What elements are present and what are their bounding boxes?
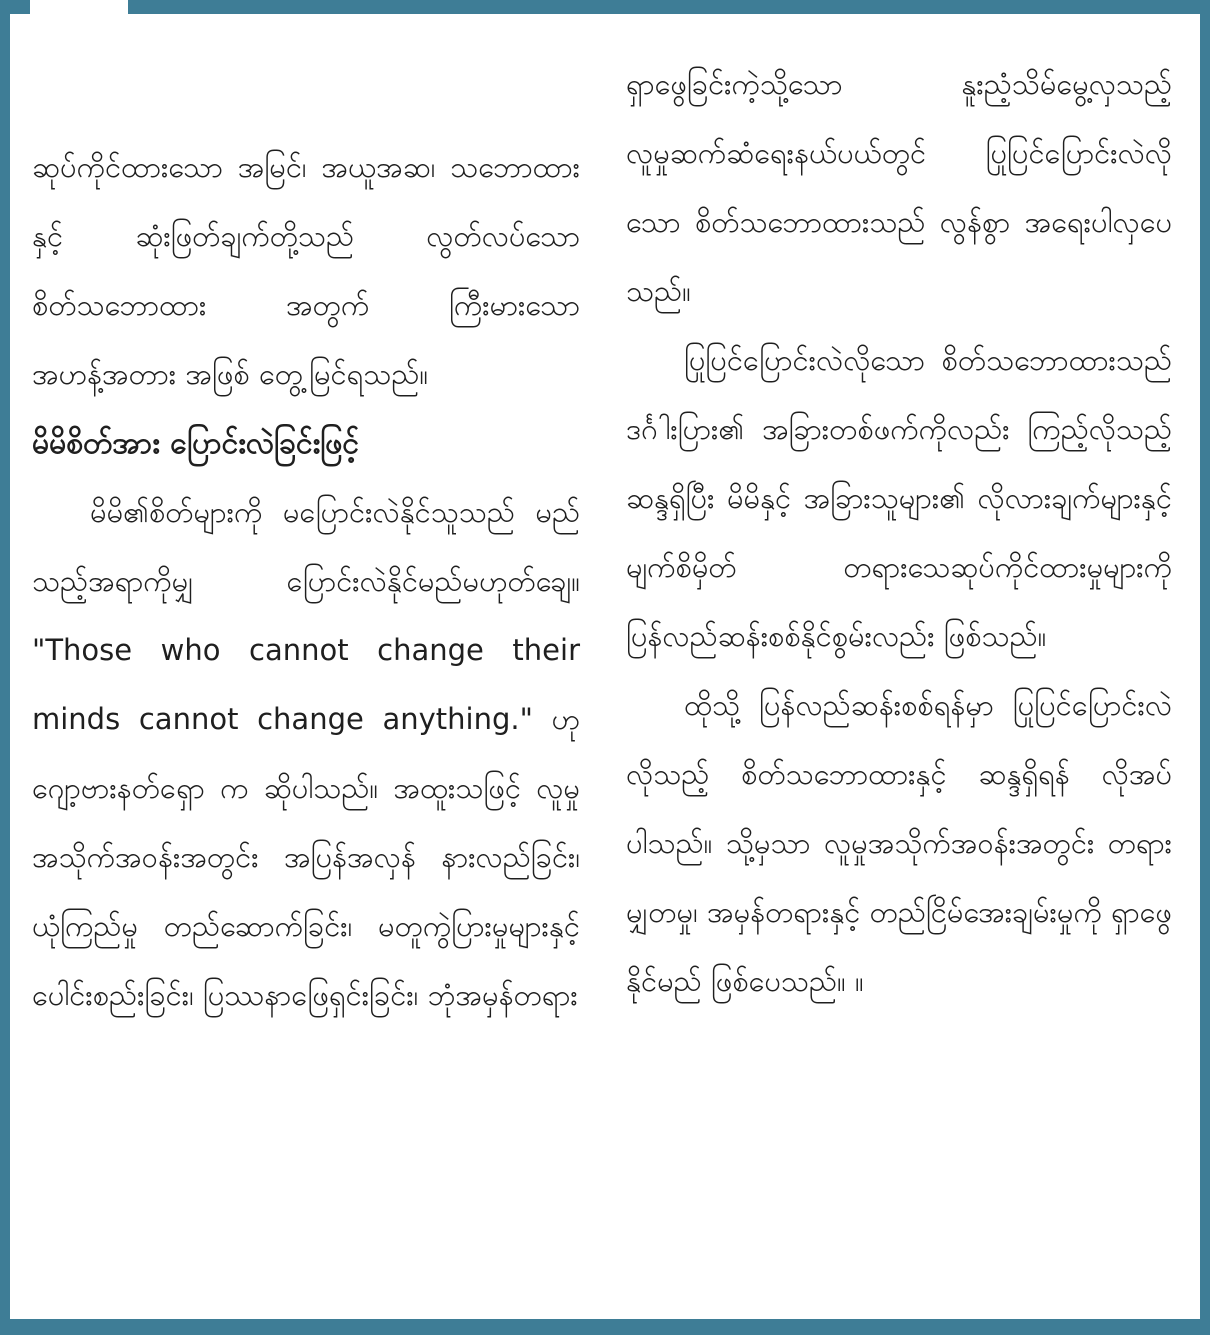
left-column — [32, 133, 580, 1030]
left-paragraph-2: မိမိ၏စိတ်များကို မပြောင်းလဲနိုင်သူသည် မည်သည့်အရာကိုမျှ ပြောင်းလဲနိုင်မည်မဟုတ်ချေ။ "Those who cannot change their minds cannot change anything." ဟု ဂျော့ဗားနတ်ရှော က ဆိုပါသည်။ အထူးသဖြင့် လူမှုအသိုက်အဝန်းအတွင်း အပြန်အလှန် နားလည်ခြင်း၊ ယုံကြည်မှု တည်ဆောက်ခြင်း၊ မတူကွဲပြားမှုများနှင့် ပေါင်းစည်းခြင်း၊ ပြဿနာဖြေရှင်းခြင်း၊ ဘုံအမှန်တရား — [32, 495, 580, 1012]
right-column — [626, 50, 1172, 1016]
frame-top-gap — [30, 0, 128, 14]
right-paragraph-2: ပြုပြင်ပြောင်းလဲလိုသော စိတ်သဘောထားသည် ဒင်္ဂါးပြား၏ အခြားတစ်ဖက်ကိုလည်း ကြည့်လိုသည့်ဆန္ဒရှိပြီး မိမိနှင့် အခြားသူများ၏ လိုလားချက်များနှင့် မျက်စိမှိတ် တရားသေဆုပ်ကိုင်ထားမှုများကို ပြန်လည်ဆန်းစစ်နိုင်စွမ်းလည်း ဖြစ်သည်။ — [626, 343, 1172, 653]
left-paragraph-1: ဆုပ်ကိုင်ထားသော အမြင်၊ အယူအဆ၊ သဘောထားနှင့် ဆုံးဖြတ်ချက်တို့သည် လွတ်လပ်သော စိတ်သဘောထား အတွက် ကြီးမားသော အဟန့်အတား အဖြစ် တွေ့မြင်ရသည်။ — [32, 150, 580, 391]
right-paragraph-3: ထိုသို့ ပြန်လည်ဆန်းစစ်ရန်မှာ ပြုပြင်ပြောင်းလဲလိုသည့် စိတ်သဘောထားနှင့် ဆန္ဒရှိရန် လိုအပ်ပါသည်။ သို့မှသာ လူမှုအသိုက်အဝန်းအတွင်း တရားမျှတမှု၊ အမှန်တရားနှင့် တည်ငြိမ်အေးချမ်းမှုကို ရှာဖွေနိုင်မည် ဖြစ်ပေသည်။ ။ — [626, 688, 1172, 998]
section-heading: မိမိစိတ်အား ပြောင်းလဲခြင်းဖြင့် — [32, 426, 360, 461]
right-paragraph-1: ရှာဖွေခြင်းကဲ့သို့သော နူးညံ့သိမ်မွေ့လှသည့် လူမှုဆက်ဆံရေးနယ်ပယ်တွင် ပြုပြင်ပြောင်းလဲလိုသော စိတ်သဘောထားသည် လွန်စွာ အရေးပါလှပေသည်။ — [626, 67, 1172, 308]
